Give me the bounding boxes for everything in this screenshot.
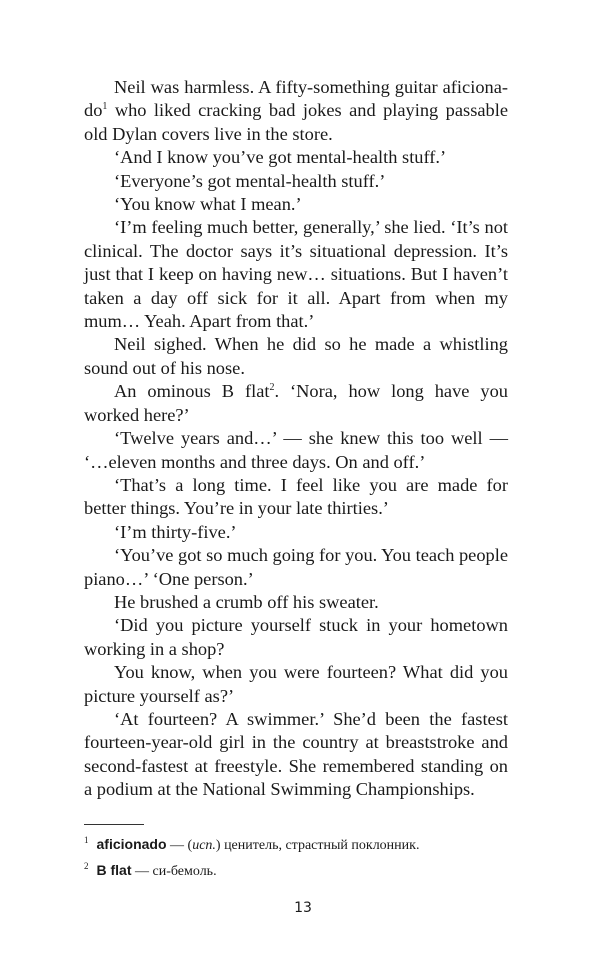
paragraph-text: An ominous B flat — [114, 381, 270, 402]
footnote-ref[interactable]: 2 — [269, 382, 275, 394]
paragraph: ‘That’s a long time. I feel like you are made for better things. You’re in your late thirties.’ — [84, 474, 508, 519]
paragraph: He brushed a crumb off his sweater. — [114, 591, 379, 612]
paragraph: ‘You’ve got so much going for you. You teach people piano…’ ‘One person.’ — [84, 545, 509, 589]
paragraph: ‘At fourteen? A swimmer.’ She’d been the fastest fourteen-year-old girl in the country at breaststroke and second-fastest at freestyle. She remembered standing on a podium at the National Swimming Championships. — [84, 708, 508, 800]
footnote-divider — [84, 824, 144, 825]
footnote-definition: ) ценитель, страстный поклонник. — [215, 838, 420, 853]
paragraph — [84, 76, 508, 146]
footnote — [84, 858, 508, 884]
footnote-term: B flat — [96, 862, 132, 878]
footnote-number: 2 — [84, 861, 89, 872]
paragraph-text: . ‘Nora, how long have you worked here?’ — [84, 381, 508, 425]
paragraph: ‘And I know you’ve got mental-health stuff.’ — [114, 147, 447, 168]
page-number: 13 — [294, 900, 312, 916]
footnote-ref[interactable]: 1 — [102, 101, 108, 113]
paragraph-text: Neil was harmless. A fifty-something guitar aficiona-do — [84, 77, 508, 121]
paragraph: ‘Twelve years and…’ — she knew this too well — ‘…eleven months and three days. On and off.’ — [84, 428, 508, 472]
footnote — [84, 832, 508, 858]
footnotes — [84, 832, 508, 884]
body-text — [84, 76, 508, 802]
paragraph: ‘Did you picture yourself stuck in your hometown working in a shop? — [84, 615, 508, 659]
footnote-abbr: исп. — [192, 838, 216, 853]
paragraph — [84, 380, 508, 427]
paragraph: ‘I’m feeling much better, generally,’ she lied. ‘It’s not clinical. The doctor says it’s situational depression. It’s just that I keep on having new… situations. But I haven’t taken a day off sick for it all. Apart from when my mum… Yeah. Apart from that.’ — [84, 217, 508, 332]
footnote-term: aficionado — [96, 836, 167, 852]
paragraph: Neil sighed. When he did so he made a whistling sound out of his nose. — [84, 334, 508, 378]
footnote-dash: — — [131, 864, 153, 879]
paragraph: ‘You know what I mean.’ — [114, 194, 302, 215]
footnote-dash: — ( — [166, 838, 193, 853]
paragraph: You know, when you were fourteen? What did you picture yourself as?’ — [84, 662, 508, 706]
paragraph-text: who liked cracking bad jokes and playing passable old Dylan covers live in the store. — [84, 100, 508, 144]
paragraph: ‘Everyone’s got mental-health stuff.’ — [114, 170, 386, 191]
paragraph: ‘I’m thirty-five.’ — [114, 521, 237, 542]
footnote-definition: си-бемоль. — [152, 864, 217, 879]
footnote-number: 1 — [84, 835, 89, 846]
